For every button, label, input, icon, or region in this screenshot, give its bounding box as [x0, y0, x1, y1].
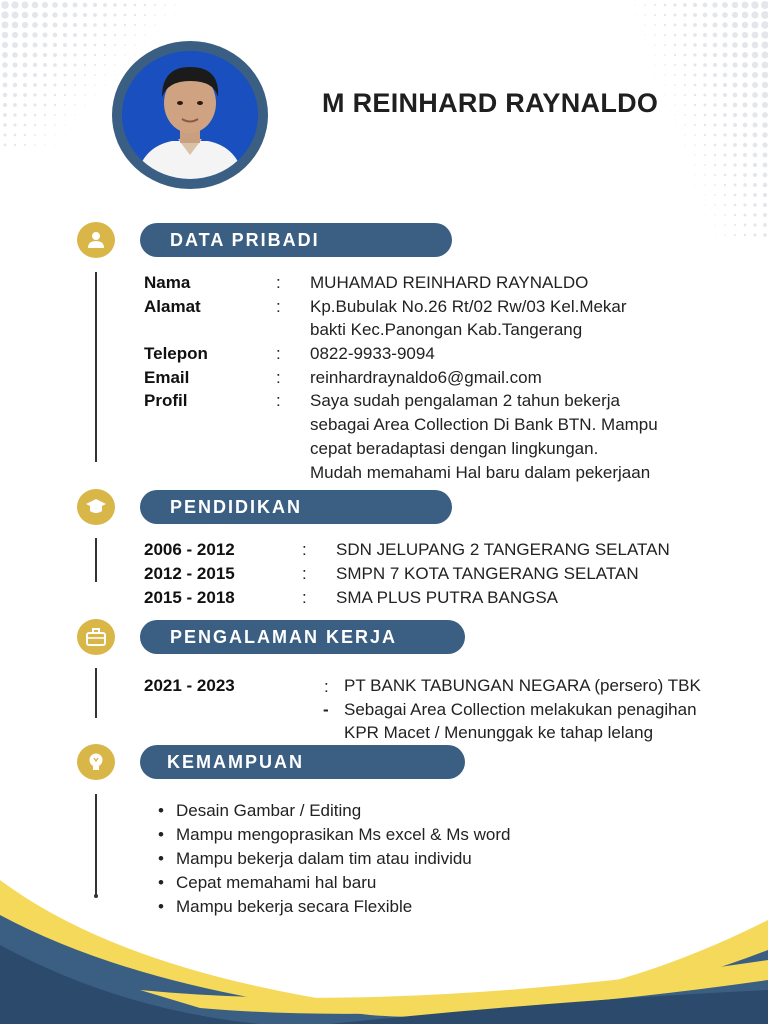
briefcase-icon [86, 628, 106, 646]
edu-years: 2012 - 2015 [144, 564, 235, 583]
timeline-line [95, 272, 97, 462]
person-icon [86, 230, 106, 250]
email-value: reinhardraynaldo6@gmail.com [310, 368, 542, 387]
list-item: • Mampu mengoprasikan Ms excel & Ms word [158, 823, 510, 847]
dots-top-right [610, 0, 768, 240]
profil-label: Profil [144, 391, 188, 410]
profil-line-3: cepat beradaptasi dengan lingkungan. [310, 439, 599, 458]
alamat-label: Alamat [144, 297, 201, 316]
list-item: • Mampu bekerja secara Flexible [158, 895, 510, 919]
list-item: • Cepat memahami hal baru [158, 871, 510, 895]
nama-value: MUHAMAD REINHARD RAYNALDO [310, 273, 589, 292]
profil-line-1: Saya sudah pengalaman 2 tahun bekerja [310, 391, 621, 410]
work-company: PT BANK TABUNGAN NEGARA (persero) TBK [344, 676, 701, 695]
edu-school: SDN JELUPANG 2 TANGERANG SELATAN [336, 540, 670, 559]
profil-line-2: sebagai Area Collection Di Bank BTN. Mampu [310, 415, 658, 434]
timeline-line [95, 668, 97, 718]
profile-photo [122, 51, 258, 179]
nama-label: Nama [144, 273, 191, 292]
colon: : [276, 391, 281, 410]
work-desc-line-1: Sebagai Area Collection melakukan penagihan [344, 700, 697, 719]
alamat-line-1: Kp.Bubulak No.26 Rt/02 Rw/03 Kel.Mekar [310, 297, 627, 316]
edu-years: 2006 - 2012 [144, 540, 235, 559]
telepon-value: 0822-9933-9094 [310, 344, 435, 363]
colon: : [324, 677, 329, 696]
section-header-kemampuan: KEMAMPUAN [140, 745, 465, 779]
section-icon-skills [77, 744, 115, 780]
colon: : [302, 564, 307, 583]
list-item: • Desain Gambar / Editing [158, 799, 510, 823]
bottom-wave-decoration [0, 840, 768, 1024]
list-item: • Mampu bekerja dalam tim atau individu [158, 847, 510, 871]
edu-school: SMPN 7 KOTA TANGERANG SELATAN [336, 564, 639, 583]
colon: : [276, 344, 281, 363]
timeline-line [95, 538, 97, 582]
edu-school: SMA PLUS PUTRA BANGSA [336, 588, 559, 607]
section-header-pendidikan: PENDIDIKAN [140, 490, 452, 524]
section-icon-education [77, 489, 115, 525]
section-icon-person [77, 222, 115, 258]
dash: - [323, 700, 329, 719]
section-icon-work [77, 619, 115, 655]
profil-line-4: Mudah memahami Hal baru dalam pekerjaan [310, 463, 651, 482]
telepon-label: Telepon [144, 344, 208, 363]
work-desc-line-2: KPR Macet / Menunggak ke tahap lelang [344, 723, 654, 742]
section-header-pengalaman-kerja: PENGALAMAN KERJA [140, 620, 465, 654]
colon: : [276, 297, 281, 316]
colon: : [302, 588, 307, 607]
alamat-line-2: bakti Kec.Panongan Kab.Tangerang [310, 320, 583, 339]
email-label: Email [144, 368, 190, 387]
graduation-cap-icon [85, 498, 107, 516]
lightbulb-icon [87, 752, 105, 772]
edu-years: 2015 - 2018 [144, 588, 235, 607]
work-years: 2021 - 2023 [144, 676, 235, 695]
colon: : [302, 540, 307, 559]
person-name: M REINHARD RAYNALDO [322, 88, 659, 118]
section-header-data-pribadi: DATA PRIBADI [140, 223, 452, 257]
colon: : [276, 368, 281, 387]
colon: : [276, 273, 281, 292]
